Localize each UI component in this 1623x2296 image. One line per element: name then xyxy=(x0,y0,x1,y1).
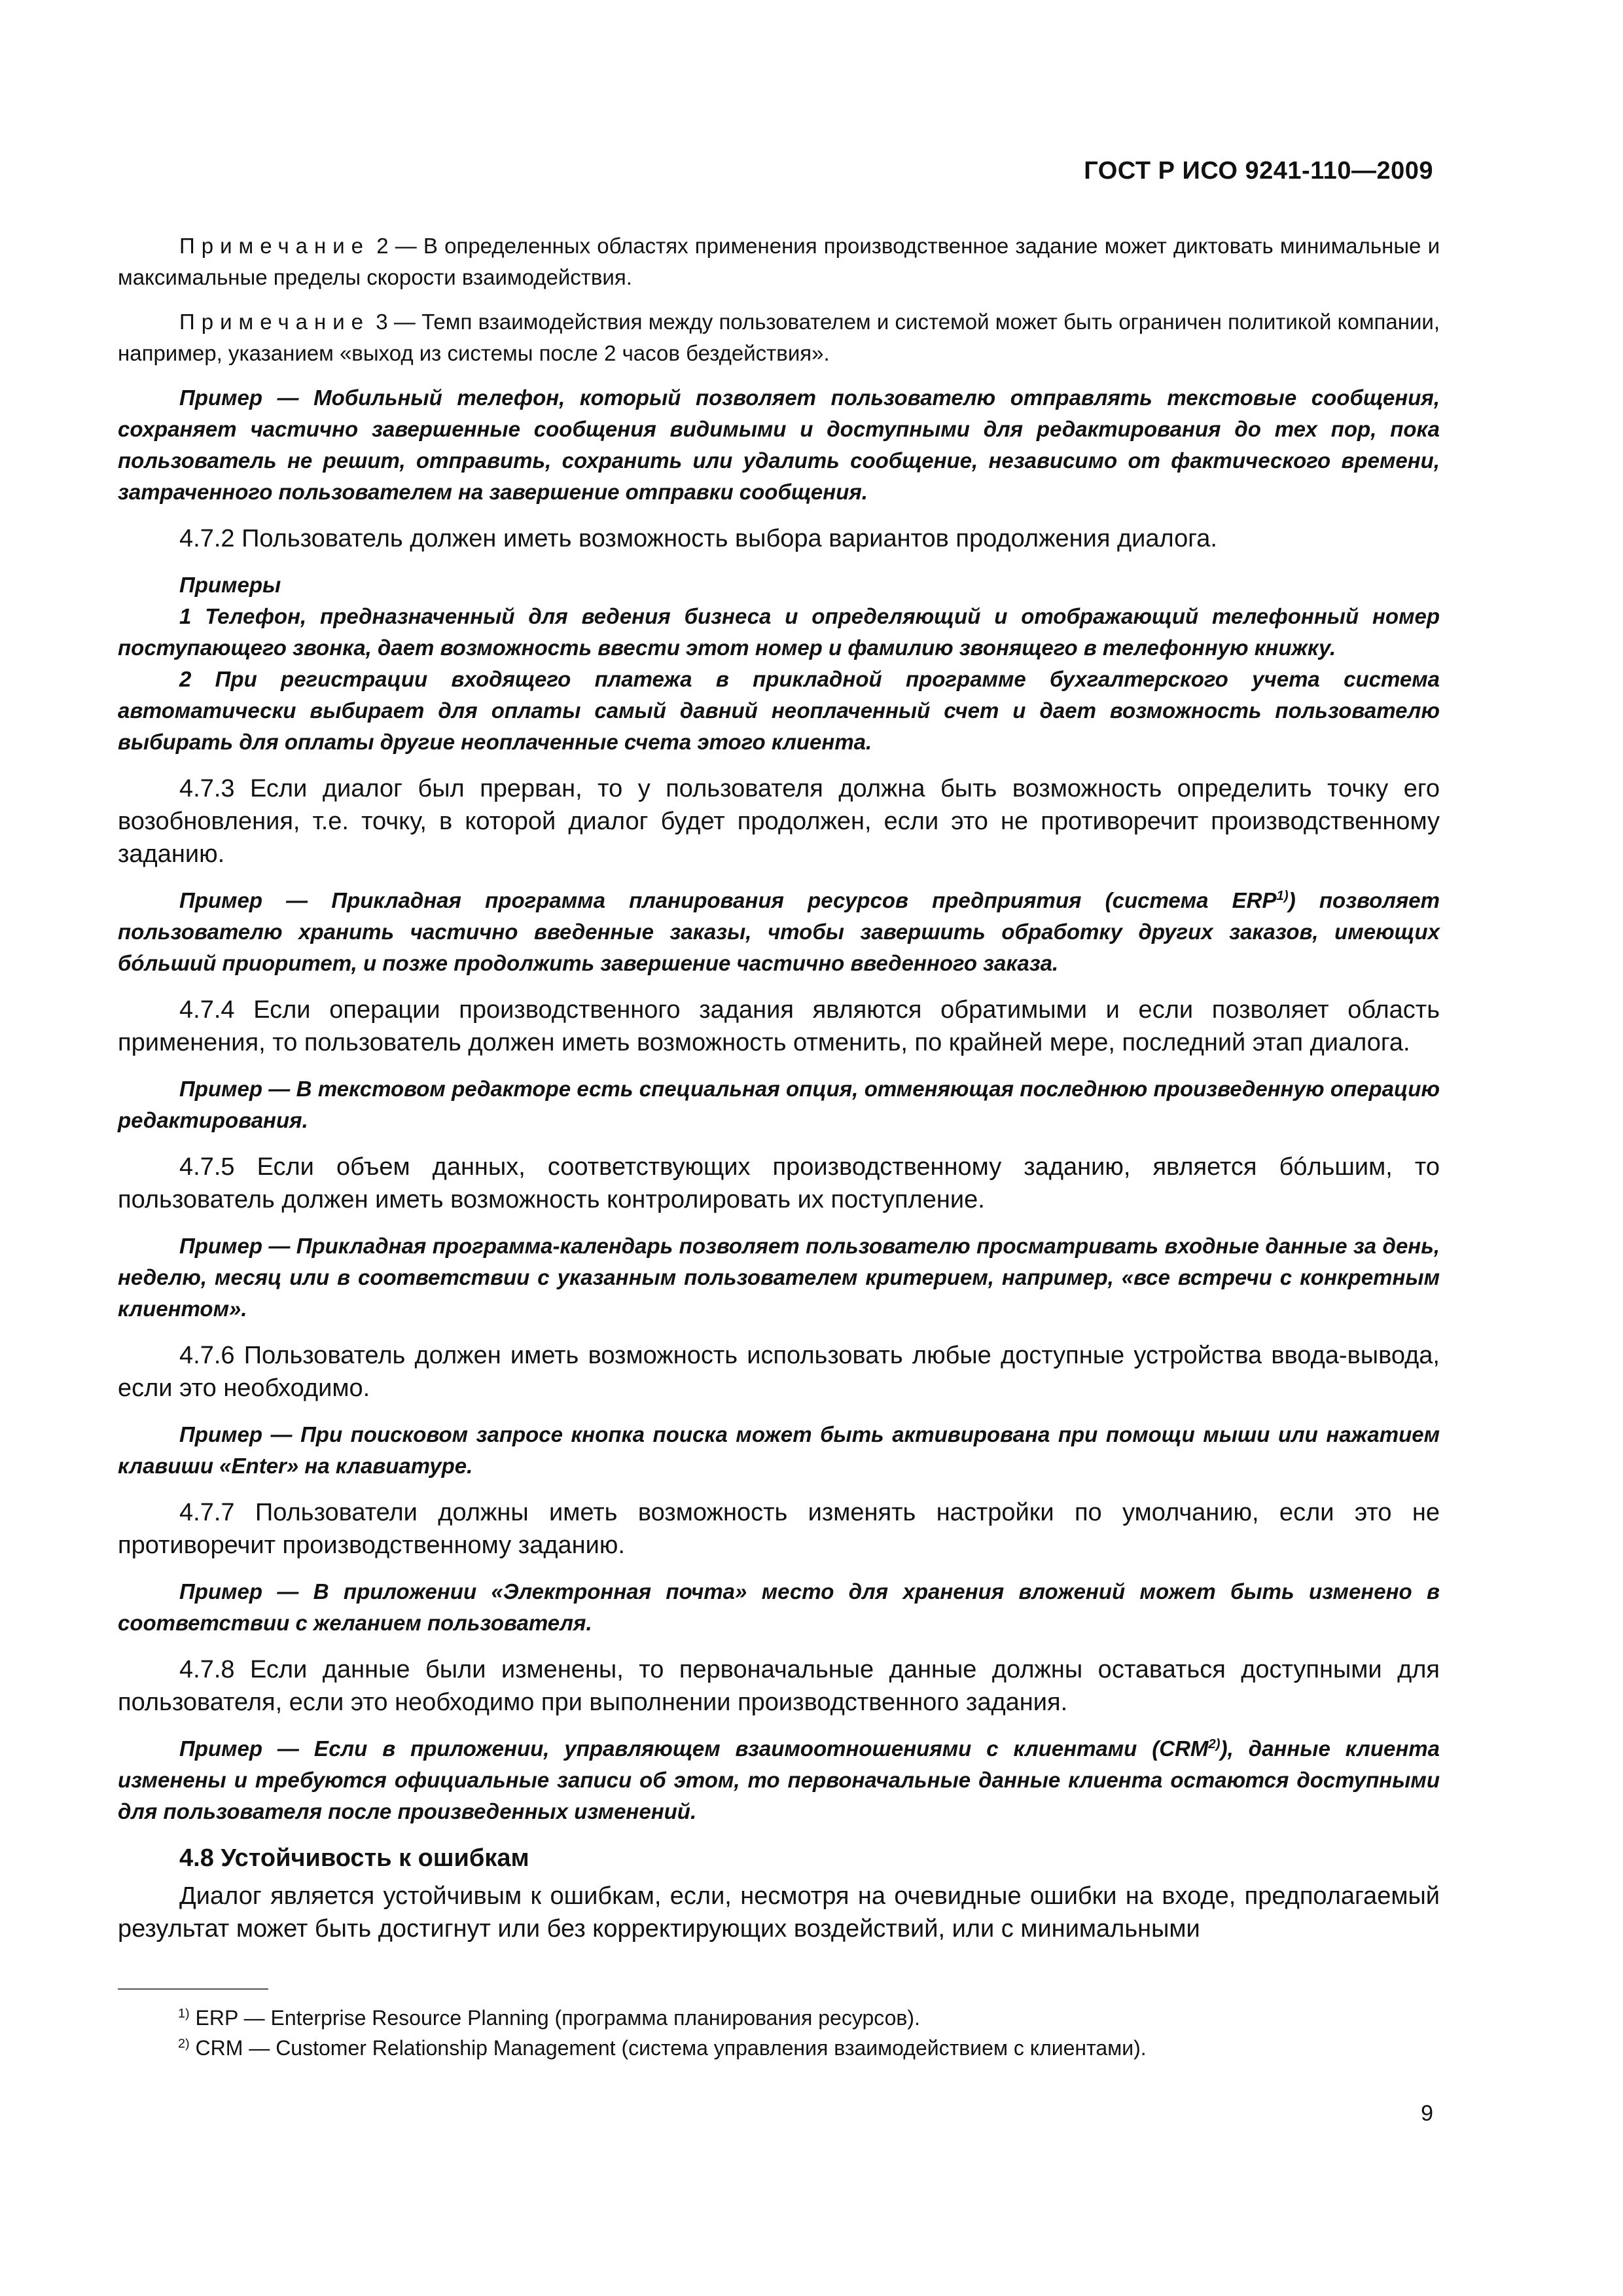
clause-4-7-7: 4.7.7 Пользователи должны иметь возможность изменять настройки по умолчанию, если это не противоречит производственному заданию. xyxy=(118,1499,1440,1559)
note-number: 3 xyxy=(376,310,388,334)
example-email: Пример — В приложении «Электронная почта» место для хранения вложений может быть изменено в соответствии с желанием пользователя. xyxy=(118,1579,1440,1635)
footnote-divider xyxy=(118,1988,268,1990)
clause-4-7-6: 4.7.6 Пользователь должен иметь возможность использовать любые доступные устройства ввода-вывода, если это необходимо. xyxy=(118,1342,1440,1402)
footnotes xyxy=(178,2003,1421,2063)
example-calendar: Пример — Прикладная программа-календарь позволяет пользователю просматривать входные данные за день, неделю, месяц или в соответствии с указанным пользователем критерием, например, «все встречи с конкретным клиентом». xyxy=(118,1234,1440,1321)
example-item-1: 1 Телефон, предназначенный для ведения бизнеса и определяющий и отображающий телефонный номер поступающего звонка, дает возможность ввести этот номер и фамилию звонящего в телефонную книжку. xyxy=(118,604,1440,660)
example-erp-text-after: ) позволяет пользователю хранить частично введенные заказы, чтобы завершить обработку других заказов, имеющих бóльший приоритет, и позже продолжить завершение частично введенного заказа. xyxy=(118,888,1440,975)
clause-4-7-5: 4.7.5 Если объем данных, соответствующих производственному заданию, является бóльшим, то пользователь должен иметь возможность контролировать их поступление. xyxy=(118,1153,1440,1213)
clause-4-7-4: 4.7.4 Если операции производственного задания являются обратимыми и если позволяет область применения, то пользователь должен иметь возможность отменить, по крайней мере, последний этап диалога. xyxy=(118,996,1440,1056)
footnote-text: CRM — Customer Relationship Management (система управления взаимодействием с клиентами). xyxy=(195,2036,1147,2060)
note-label: Примечание xyxy=(179,234,370,258)
document-header: ГОСТ Р ИСО 9241-110—2009 xyxy=(1084,157,1433,185)
clause-4-7-2: 4.7.2 Пользователь должен иметь возможность выбора вариантов продолжения диалога. xyxy=(179,525,1217,552)
page-body xyxy=(118,230,1440,1960)
page-number: 9 xyxy=(1421,2101,1433,2126)
example-crm-text-before: Пример — Если в приложении, управляющем взаимоотношениями с клиентами (CRM xyxy=(179,1736,1209,1761)
footnote-text: ERP — Enterprise Resource Planning (программа планирования ресурсов). xyxy=(195,2006,920,2030)
footnote-ref-1: 1) xyxy=(1276,888,1289,903)
note-text: Темп взаимодействия между пользователем и системой может быть ограничен политикой компании, например, указанием «выход из системы после 2 часов бездействия». xyxy=(118,310,1440,365)
example-item-2: 2 При регистрации входящего платежа в прикладной программе бухгалтерского учета система автоматически выбирает для оплаты самый давний неоплаченный счет и дает возможность пользователю выбирать для оплаты другие неоплаченные счета этого клиента. xyxy=(118,667,1440,754)
footnote-2 xyxy=(178,2033,1421,2063)
clause-4-7-3: 4.7.3 Если диалог был прерван, то у пользователя должна быть возможность определить точку его возобновления, т.е. точку, в которой диалог будет продолжен, если это не противоречит производственному заданию. xyxy=(118,775,1440,868)
note-number: 2 xyxy=(376,234,389,258)
section-title-4-8: 4.8 Устойчивость к ошибкам xyxy=(179,1844,529,1872)
note-2: Примечание 2 — В определенных областях применения производственное задание может диктовать минимальные и максимальные пределы скорости взаимодействия. xyxy=(118,234,1440,289)
note-label: Примечание xyxy=(179,310,370,334)
footnote-ref-2: 2) xyxy=(1208,1736,1221,1751)
example-crm xyxy=(118,1733,1440,1827)
footnote-1 xyxy=(178,2003,1421,2033)
footnote-marker: 1) xyxy=(178,2006,190,2021)
example-mobile-phone: Пример — Мобильный телефон, который позволяет пользователю отправлять текстовые сообщения, сохраняет частично завершенные сообщения видимыми и доступными для редактирования до тех пор, пока пользователь не решит, отправить, сохранить или удалить сообщение, независимо от фактического времени, затраченного пользователем на завершение отправки сообщения. xyxy=(118,386,1440,504)
examples-heading: Примеры xyxy=(179,573,281,597)
note-3: Примечание 3 — Темп взаимодействия между пользователем и системой может быть ограничен политикой компании, например, указанием «выход из системы после 2 часов бездействия». xyxy=(118,310,1440,365)
section-4-8-text: Диалог является устойчивым к ошибкам, если, несмотря на очевидные ошибки на входе, предполагаемый результат может быть достигнут или без корректирующих воздействий, или с минимальными xyxy=(118,1882,1440,1943)
example-crm-text-after: ), данные клиента изменены и требуются официальные записи об этом, то первоначальные данные клиента остаются доступными для пользователя после произведенных изменений. xyxy=(118,1736,1440,1823)
note-text: В определенных областях применения производственное задание может диктовать минимальные и максимальные пределы скорости взаимодействия. xyxy=(118,234,1440,289)
clause-4-7-8: 4.7.8 Если данные были изменены, то первоначальные данные должны оставаться доступными для пользователя, если это необходимо при выполнении производственного задания. xyxy=(118,1656,1440,1716)
example-search-button: Пример — При поисковом запросе кнопка поиска может быть активирована при помощи мыши или нажатием клавиши «Enter» на клавиатуре. xyxy=(118,1422,1440,1478)
example-erp xyxy=(118,885,1440,979)
example-erp-text-before: Пример — Прикладная программа планирования ресурсов предприятия (система ERP xyxy=(179,888,1277,912)
example-text-editor: Пример — В текстовом редакторе есть специальная опция, отменяющая последнюю произведенную операцию редактирования. xyxy=(118,1077,1440,1132)
footnote-marker: 2) xyxy=(178,2036,190,2051)
